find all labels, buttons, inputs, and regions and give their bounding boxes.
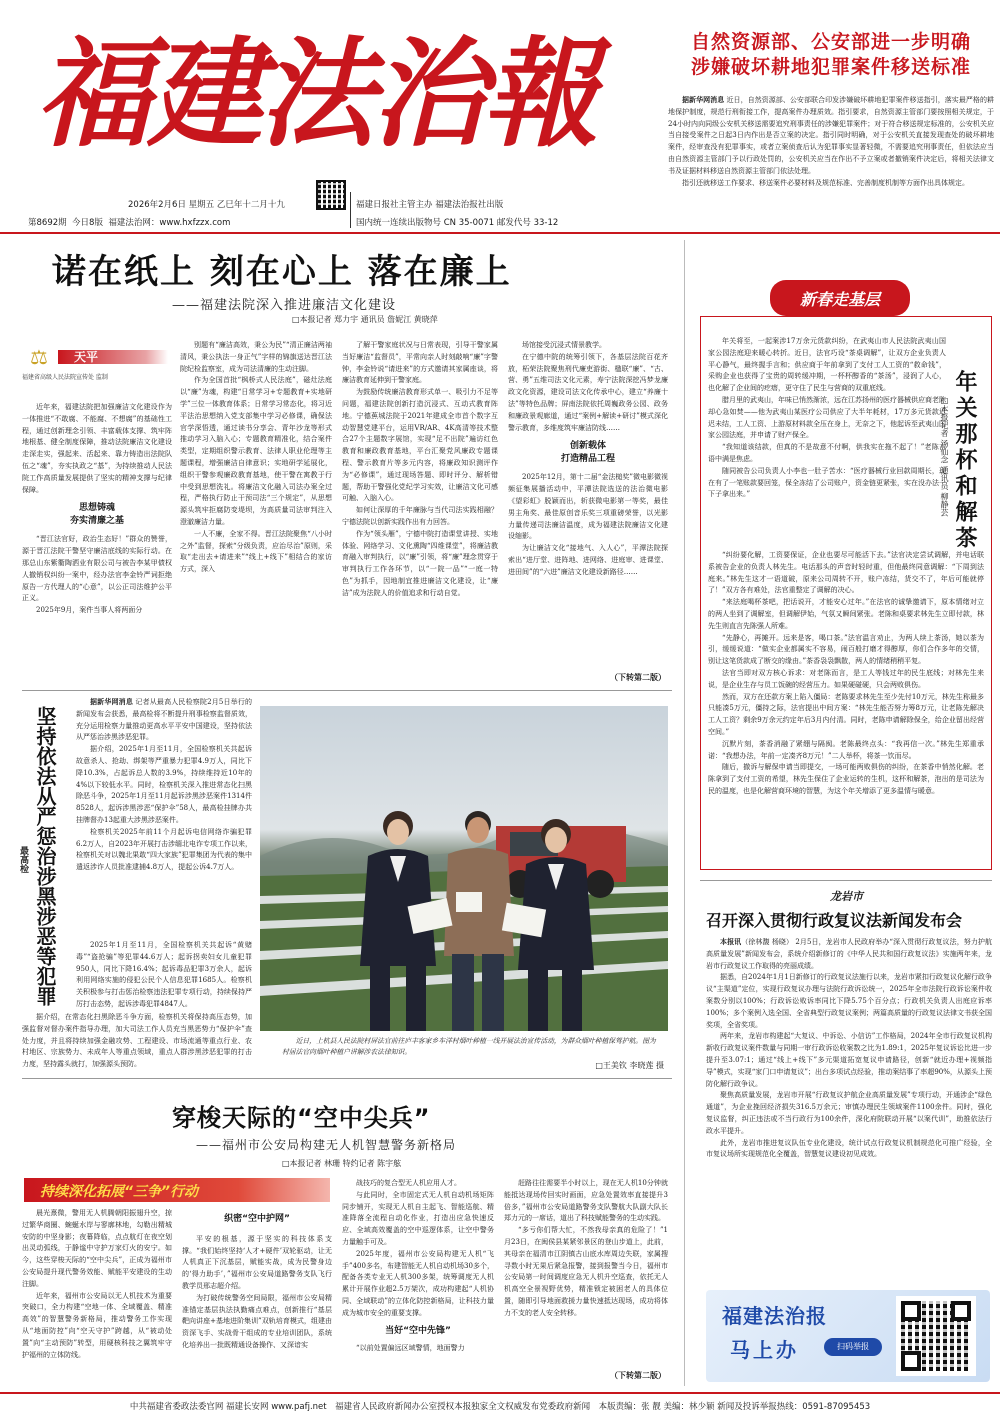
longyan-p2: 据悉，自2024年1月1日新修订的行政复议法施行以来，龙岩市紧扣行政复议化解行政争议“主渠道”定位，实现行政复议办理与法院行政诉讼统一，2025年全市法院行政诉讼案件收案数分别以100%；行政诉讼败诉率同比下降5.75个百分点；行政机关负责人出庭应诉率100%；多个案例入选全国、全省典型行政复议案例；两篇高质量的行政复议法律文书获全国奖项，全省奖项。 xyxy=(706,973,992,1029)
lead-col3-p4: 作为“领头雁”，宁德中院打造课堂讲授、实地体验、网络学习、文化熏陶“四维课堂”，将廉洁教育融入审判执行，以“廉”引领，将“廉”理念贯穿于审判执行工作各环节，以“一院一品”“一庭一特色”为抓手，因地制宜推进廉洁文化建设，让“廉洁”成为法院人的价值追求和行动自觉。 xyxy=(342,529,498,597)
longyan-p4: 聚焦高质量发展，龙岩市开展“行政复议护航企业高质量发展”专项行动，开通涉企“绿色通道”，为企业挽回经济损失316.5万余元；审慎办理民生领域案件1100余件。同时，强化复议监督，纠正违法或不当行政行为100余件，深化府院联动开展“以案代训”，助推依法行政水平提升。 xyxy=(706,1091,992,1135)
sanzheng-banner xyxy=(24,1178,330,1202)
publication-code: 国内统一连续出版物号 CN 35-0071 邮发代号 33-12 xyxy=(356,218,559,228)
lead-col4-p2: 在宁德中院的统筹引领下，各基层法院百花齐放，柘荣法院聚焦刑代廉吏游街、楹联“廉”、“古、营、勇”五维司法文化元素，寿宁法院深挖冯梦龙廉政文化资源，建设司法文化传承中心，建立“养廉十法”等特色品牌；屏南法院依托周巍政务公园、政务和廉政景观廊道，通过“案例+解读+研讨”模式深化警示教育，多维度筑牢廉洁防线…… xyxy=(508,352,668,432)
lead-col4-p3: 2025年12月，第十二届“金法槌奖”微电影微视频征集展播活动中，平潭法院选送的法治微电影《望彩虹》脱颖而出，斩获微电影第一等奖，最佳男主角奖、最佳原创音乐奖三项重磅荣誉，以光影力量传递司法廉洁温度，成为福建法院廉洁文化建设缩影。 xyxy=(508,473,668,541)
longyan-p5: 此外，龙岩市推进复议队伍专业化建设，统计试点行政复议机制规范化可推广经验，全市复议场所实现规范化全覆盖，智慧复议建设初见成效。 xyxy=(706,1138,992,1159)
photo-caption: 近日，上杭县人民法院村屏法官前往庐丰客家乡车洋村烟叶种植一线开展法治宣传活动，为群众烟叶种植保驾护航。图为村居法官向烟叶种植户讲解涉农法律知识。 xyxy=(282,1037,656,1056)
lead-col1-p1: 近年来，福建法院把加强廉洁文化建设作为一体推进“不敢腐、不能腐、不想腐”的基础性工程，通过创新理念引领、丰富载体支撑、筑牢阵地根基、健全制度保障，推动法院廉洁文化建设走深走实，强起来、活起来、靠力铸造出法院队伍之“魂”，夯实执政之“基”，为持续推动人民法院工作高质量发展提供了坚实的精神支撑与纪律保障。 xyxy=(22,403,172,494)
promo-line-2: 马上办 xyxy=(730,1338,799,1362)
news-photo xyxy=(260,706,668,1031)
tianping-tag-desc: 福建省高级人民法院宣传处 监制 xyxy=(22,374,108,381)
masthead-divider xyxy=(350,192,351,228)
photo-story-headline: 坚持依法从严惩治涉黑涉恶等犯罪 xyxy=(33,706,57,1006)
photo-story-p1: 记者从最高人民检察院2月5日举行的新闻发布会获悉，最高检将不断提升刑事检察监督质效，充分运用检察力量推动更高水平平安中国建设，坚持依法从严惩治涉黑涉恶犯罪。 xyxy=(76,698,252,742)
side-p8: 法官当即对双方核心诉求：对老陈而言，是工人等钱过年的民生底线；对林先生来说，是企业生存与员工饭碗的经营压力。如果硬碰硬，只会两败俱伤。 xyxy=(708,668,984,689)
side-p9: 然而，双方在还款方案上陷入僵局：老陈要求林先生至少先付10万元，林先生称最多只能凑5万元，僵持之际，法官提出中间方案：“林先生能否努力筹8万元，让老陈先解决工人工资？剩余9万余元约定年后3月内付清。同时，老陈申请解除保全，给企业留出经营空间。” xyxy=(708,692,984,736)
lead-col2-p1: 别题有“廉洁高效，秉公为民”“清正廉洁两袖清风，秉公执法一身正气”字样的锦旗送达晋江法院纪检监察室，成为司法清廉的生动注脚。 xyxy=(180,341,332,373)
longyan-p3: 两年来，龙岩市构建起“大复议、中诉讼、小信访”工作格局，2024年全市行政复议机构新收行政复议案件数量与同期一审行政诉讼收案数之比为1.89:1，2025年复议诉讼比进一步提升至3.07:1；通过“线上+线下”多元渠道拓宽复议申请路径，创新“就近办理+视频指导”模式，实现“家门口申请复议”；出台多项试点经验，推动案结事了率超90%，从源头上预防化解行政争议。 xyxy=(706,1032,992,1088)
lead-headline: 诺在纸上 刻在心上 落在廉上 xyxy=(52,252,512,292)
lead-col-1 xyxy=(22,402,172,688)
promo-line-1: 福建法治报 xyxy=(722,1304,827,1328)
photo-story-p4: 2025年1月至11月，全国检察机关共起诉“黄赌毒”“盗抢骗”等犯罪44.6万人；起诉拐卖妇女儿童犯罪950人，同比下降16.4%；起诉毒品犯罪3万余人，起诉利用网络实施的侵犯公民个人信息犯罪1685人。检察机关积极参与打击惩治检察违法犯罪专项行动，持续保持严厉打击态势，起诉涉毒犯罪4847人。 xyxy=(76,941,252,1008)
side-p11: 随后，撤诉与解保申请当即提交，一场可能两败俱伤的纠纷，在茶香中悄然化解。老陈拿到了支付工资的希望，林先生保住了企业运转的生机，这杯和解茶，泡出的是司法为民的温度，也是化解营商环境的智慧，为这个年关增添了更多温情与暖意。 xyxy=(708,763,984,795)
newspaper-logo: 福建法治報 xyxy=(35,24,595,163)
side-story-body-top xyxy=(708,336,946,550)
lead-col1-subhead: 思想铸魂 夯实清廉之基 xyxy=(69,503,124,527)
tianping-tag xyxy=(22,344,170,384)
photo-story-p5: 据介绍，在常态化扫黑除恶斗争方面，检察机关将保持高压态势，加强监督对督办案件指导办理，加大司法工作人员充当黑恶势力“保护伞”查处力度，并且将持续加强金融攻势、工程建设、市场流通等重点行业、农村地区、宗族势力、未成年人等重点领域，重点人群涉黑涉恶犯罪的打击力度，坚持露头就打，加强源头预防。 xyxy=(22,1013,252,1069)
drone-c2-p2: 为打破传统警务空间局限，福州市公安局精准锚定基层执法执勤痛点难点，创新推行“基层靶向讲座+基地进阶集训”双轨培育模式，组建由资深飞手、实战骨干组成的专业培训团队，系统化培养出一批既精通设备操作、又深谙实 xyxy=(182,1293,332,1349)
masthead-qr-overlay xyxy=(318,182,344,208)
lead-subhead: ——福建法院深入推进廉洁文化建设 xyxy=(172,298,397,313)
photo-story-text-wide xyxy=(22,1012,252,1074)
lead-col3-p3: 如何让深厚的千年廉脉与当代司法实践相融？宁德法院以创新实践作出有力回答。 xyxy=(342,506,498,526)
top-right-body-text: 近日，自然资源部、公安部联合印发涉嫌破坏耕地犯罪案件移送指引，落实最严格的耕地保护制度，规范行刑衔接工作，提高案件办理质效。指引要求，自然资源主管部门要按照相关规定，于24小时内向同级公安机关移送需要追究刑事责任的涉嫌犯罪案件；对于符合移送规定标准的，公安机关应当自接受案件之日起3日内作出是否立案的决定。指引同时明确，对于公安机关直接发现查处的破坏耕地案件，经审查没有犯罪事实，或者立案侦查后认为犯罪事实显著轻微，不需要追究刑事责任，但依法应当由自然资源主管部门予以行政处罚的，公安机关应当在作出不予立案或者撤销案件决定后，将相关法律文书及证据材料移送自然资源主管部门依法处理。 xyxy=(668,96,994,175)
drone-continued[interactable]: （下转第二版） xyxy=(610,1371,666,1380)
side-p2: 腊月里的武夷山，年味已悄然渐浓，远在江苏扬州的医疗器械供应商老陈却心急如焚——他为武夷山某医疗公司供应了大半年耗材，17万多元货款迟迟未结，工人工资、上游原材料款全压在身上，无奈之下，他起诉至武夷山国家公园法庭，并申请了财产保全。 xyxy=(708,395,946,440)
drone-c4-p1: 赶路往往需要半小时以上，现在无人机10分钟就能抵达现场传回实时画面，应急处置效率直接提升3倍多，”福州市公安局道路警务支队警航大队副大队长郑力元的一席话，道出了科技赋能警务的生动实践。 xyxy=(504,1179,668,1223)
drone-c3-p1: 战技巧的复合型无人机应用人才。 xyxy=(356,1179,461,1187)
lead-bottom-rule xyxy=(22,690,672,691)
xinchun-tag-label: 新春走基层 xyxy=(799,290,880,309)
top-right-body-2: 指引还就移送工作要求、移送案件必要材料及规范标准、完善制度机制等方面作出具体规定。 xyxy=(682,178,969,187)
drone-headline: 穿梭天际的“空中尖兵” xyxy=(172,1104,431,1132)
page-count: 今日8版 xyxy=(72,218,103,228)
drone-c2-p1: 平安的根基，源于坚实的科技体系支撑。“我们始终坚持‘人才+硬件’双轮驱动，让无人机真正下沉基层，赋能实战，成为民警身边的‘得力助手’，”福州市公安局道路警务支队飞行教学员邢志超介绍。 xyxy=(182,1234,332,1290)
side-p10: 沉默片刻，茶香消融了紧绷与隔阂。老陈最终点头：“我再信一次。”林先生郑重承诺：“我想办法，年前一定凑齐8万元！”二人举杯，将茶一饮而尽。 xyxy=(708,739,984,760)
photo-story xyxy=(18,696,672,1076)
side-byline: □本报记者 汤仙念 通讯员 柳静芸 xyxy=(940,396,949,517)
top-right-story xyxy=(668,30,994,230)
lead-story xyxy=(22,240,672,688)
lead-col-4 xyxy=(508,340,668,670)
drone-col-4 xyxy=(504,1178,668,1368)
top-right-body xyxy=(668,94,994,234)
drone-c3-subhead: 当好“空中先锋” xyxy=(385,1325,451,1336)
drone-c3-p2: 与此同时，全市固定式无人机自动机场矩阵同步铺开，实现无人机自主起飞、智能巡航、精准降落全流程自动化作业，打造出应急快速反应、全域高效覆盖的空中巡逻体系，让空中警务力量触手可及。 xyxy=(342,1190,494,1246)
lead-byline: □本报记者 郑力宇 通讯员 詹妮江 黄晓萍 xyxy=(292,315,438,324)
promo-scan-button[interactable] xyxy=(824,1338,882,1356)
drone-col-2 xyxy=(182,1208,332,1384)
side-p7: “先静心，再摊开。远来是客，喝口茶。”法官温言劝止，为两人续上茶汤，她以茶为引，缓缓说道：“做实企业都属实不容易，闹百般打磨才得醇厚，你们合作多年的交情，别让这笔货款成了断交的缘由。”茶香袅袅飘散，两人的情绪稍稍平复。 xyxy=(708,633,984,666)
lead-col2-p3: 一人不廉，全家不得。晋江法院聚焦“八小时之外”监督，探索“分级负责，应治尽治”原则，采取“走出去+请进来”“线上+线下”相结合的家访方式，深入 xyxy=(180,529,332,574)
photo-story-p3: 检察机关2025年前11个月起诉电信网络诈骗犯罪6.2万人，自2023年开展打击涉缅北电诈专项工作以来，检察机关对以魏北果敢“四大家族”犯罪集团为代表的集中遣返涉诈人员批准逮捕4.8万人，提起公诉4.7万人。 xyxy=(76,827,252,872)
longyan-body xyxy=(706,936,992,1274)
lead-col1-p2: “晋江法官好，政治生态好！”群众的赞誉，源于晋江法院干警坚守廉洁底线的实际行动。在那总山东紫衢陶洒业有限公司与被告李某甲债权人撤销权纠纷一案中，经办法官李金铃严词拒绝原告一方代理人的“心意”，以公正司法维护公平正义。 xyxy=(22,535,172,603)
longyan-top-rule xyxy=(700,880,992,881)
drone-c4-p2: “多亏你们帮大忙，不然我母亲真的危险了！”1月23日，在闽侯县某紧邻景区的登山步道上，此前，其母亲在福清市江阴镇古山底水库周边失联，家属搜寻数小时无果后紧急报警，接到报警当今日，福州市公安局第一时间调度应急无人机升空巡查，依托无人机高空全景视野优势，精准锁定被困老人的具体位置，随即引导地面救援力量快速抵达现场，成功将体力不支的老人安全转移。 xyxy=(504,1226,668,1317)
photo-scene xyxy=(260,706,668,1031)
longyan-story xyxy=(700,880,992,1276)
photo-story-text-top xyxy=(76,696,252,940)
publisher-info: 福建日报社主管主办 福建法治报社出版 xyxy=(356,200,504,210)
issue-date: 2026年2月6日 星期五 乙巳年十二月十九 xyxy=(128,200,285,210)
lead-col4-subhead: 创新载体 打造精品工程 xyxy=(560,441,615,465)
side-headline: 年关那杯和解茶 xyxy=(952,370,977,552)
drone-byline: □本报记者 林珊 特约记者 陈宇舷 xyxy=(282,1159,402,1168)
issue-number: 第8692期 xyxy=(28,218,67,228)
masthead-info-left xyxy=(28,196,318,232)
lead-col3-p2: 为鼓励传统廉洁教育形式单一、吸引力不足等问题，福建法院创新打造沉浸式、互动式教育阵地。宁德蕉城法院于2021年建成全市首个数字互动智慧党建平台，运用VR/AR、4K高清等技术整合27个主题数字展馆，实现“足不出院”遍访红色教育和廉政教育基地，平台汇聚党风廉政专题课程、警示教育片等多元内容，将廉政知识测评作为“必修课”，通过现场答题、即时评分、解析错题，帮助干警强化党纪学习实效，让廉洁文化可感可触、入脑入心。 xyxy=(342,388,498,503)
drone-c2-subhead: 织密“空中护网” xyxy=(224,1214,290,1224)
top-right-lead: 据新华网消息 xyxy=(682,95,725,104)
promo-qr-code[interactable] xyxy=(896,1296,976,1376)
lead-col1-p3: 2025年9月，案件当事人将两面分 xyxy=(36,606,143,615)
longyan-byline-2: （徐林馥 杨晓） xyxy=(741,938,794,946)
side-p4: 随同被告公司负责人小李也一肚子苦水：“医疗器械行业回款周期长，现在有了一笔账款要回笼，保全冻结了公司账户，资金链更紧张，实在没办法一下子拿出来。” xyxy=(708,466,946,499)
photo-bottom-rule xyxy=(22,1078,672,1079)
footer-rule xyxy=(0,1392,1000,1394)
side-p6: “来法庭喝杯茶吧，把话说开，才能安心过年。”在法官的诚挚邀请下，原本情绪对立的两人坐到了调解室，但调解伊始，气氛又瞬间紧张。老陈和桌要求林先生立即付款，林先生则直言先陈强人所难。 xyxy=(708,598,984,630)
masthead-rule xyxy=(0,232,1000,234)
sanzheng-banner-label: 持续深化拓展“三争”行动 xyxy=(40,1184,199,1200)
longyan-headline: 召开深入贯彻行政复议法新闻发布会 xyxy=(706,911,963,930)
tianping-tag-label: 天平 xyxy=(74,350,99,364)
side-p3: “我知道该结款，但真的不是故意不付啊，供我实在拖不起了！”老陈吉语中满是焦虑。 xyxy=(708,443,946,463)
promo-qr-pattern xyxy=(901,1301,971,1371)
masthead-info-right xyxy=(356,196,656,232)
photo-credit: □王美钦 李晓莲 摄 xyxy=(595,1061,664,1070)
longyan-place: 龙岩市 xyxy=(830,890,863,903)
lead-col3-p1: 了解干警家庭状况与日常表现，引导干警家属当好廉洁“监督员”，平常向亲人时刻敲响“廉”字警钟，李金铃说“请进来”的方式邀请其家属座谈，将廉洁教育延伸到干警家庭。 xyxy=(342,341,498,385)
top-right-headline-1: 自然资源部、公安部进一步明确 xyxy=(690,31,971,53)
scales-icon: ⚖ xyxy=(30,345,48,369)
promo-box[interactable] xyxy=(706,1290,990,1382)
xinchun-tag xyxy=(770,280,910,316)
side-story-body-bottom xyxy=(708,550,984,862)
lead-col-2 xyxy=(180,340,332,688)
photo-story-source: 最高检 xyxy=(18,846,28,873)
top-right-headline-2: 涉嫌破坏耕地犯罪案件移送标准 xyxy=(690,56,971,78)
drone-c3-p4: “以前处置偏远区域警情，地面警力 xyxy=(356,1344,465,1353)
drone-col-3 xyxy=(342,1178,494,1384)
lead-col4-p4: 为让廉洁文化“接地气、入人心”，平潭法院探索出“进厅堂、进阵地、进网络、进庭审、进课堂、进田间”的“六进”廉洁文化建设新路径…… xyxy=(508,544,668,576)
lead-continued[interactable]: （下转第二版） xyxy=(610,673,666,682)
longyan-p1: 2月5日，龙岩市人民政府举办“深入贯彻行政复议法，努力护航高质量发展”新闻发布会，系统介绍新修订的《中华人民共和国行政复议法》实施两年来，龙岩市行政复议工作取得的亮丽成绩。 xyxy=(706,938,992,970)
promo-scan-label: 扫码举报 xyxy=(837,1342,869,1351)
photo-story-lead: 据新华网消息 xyxy=(90,697,134,706)
lead-col2-p2: 作为全国首批“枫桥式人民法庭”，磁灶法庭以“廉”为魂，构建“日常学习+专题教育+实地研学”三位一体教育体系；日常学习常态化，将习近平法治思想纳入党支部集中学习必修课，确保法官学深悟透，通过读书分享会、青年沙龙等形式推动学习入脑入心；专题教育精准化，结合案件类型，定期组织警示教育、法律人职业伦理等主题课程，增强廉洁自律意识；实地研学延展化，组织干警参观廉政教育基地，使干警在寓教于行中受到思想洗礼。将廉洁文化融入司法办案全过程，严格执行防止干预司法“三个规定”，从思想源头筑牢拒腐防变堤坝，为高质量司法审判注入澄澈廉洁力量。 xyxy=(180,376,332,526)
photo-story-p2: 据介绍，2025年1月至11月，全国检察机关共起诉故意杀人、抢劫、绑架等严重暴力犯罪4.9万人，同比下降10.3%，占起诉总人数的3.9%，持续维持近10年的4%以下较低水平。同时，检察机关深入推进常态化扫黑除恶斗争，2025年1月至11月起诉涉黑涉恶案件1314件8528人，起诉涉黑涉恶“保护伞”58人，最高检挂牌办共挂牌督办13起重大涉黑涉恶案件。 xyxy=(76,745,252,824)
lead-col4-p1: 场馆接受沉浸式情景教学。 xyxy=(522,341,606,349)
drone-c1-p2: 近年来，福州市公安局以无人机技术为重要突破口，全力构建“空地一体、全域覆盖、精准高效”的智慧警务新格局，推动警务工作实现从“地面防控”向“空天守护”跨越，从“被动处置”向“主动预防”转型，用硬核科技之翼筑牢守护福州的立体防线。 xyxy=(22,1291,172,1359)
side-story xyxy=(700,280,992,870)
drone-col-1 xyxy=(22,1208,172,1384)
column-divider xyxy=(684,240,685,1386)
lead-col-3 xyxy=(342,340,498,688)
masthead xyxy=(0,0,660,232)
drone-subhead: ——福州市公安局构建无人机智慧警务新格局 xyxy=(196,1138,457,1152)
drone-c1-p1: 晨光熹微，警用无人机腾朝阳振翅升空，掠过繁华商圈、蜿蜒水岸与寥廓林地，勾勒出精城安防的中坚身影；夜幕降临，点点航灯在夜空划出灵动弧线，于静谧中守护万家灯火的安宁。如今，这些穿梭天际的“空中尖兵”，正成为福州市公安局提升现代警务效能、赋能平安建设的生动注脚。 xyxy=(22,1209,172,1288)
website-link[interactable]: 福建法治网：www.hxfzzx.com xyxy=(108,218,231,228)
drone-story xyxy=(22,1084,672,1384)
footer-text: 中共福建省委政法委官网 福建长安网 www.pafj.net 福建省人民政府新闻办公室授权本报独家全文权威发布党委政府新闻 本版责编：张 靓 美编：林少颖 新闻及投诉举报热线：0591-87095453 xyxy=(129,1402,871,1412)
drone-c3-p3: 2025年度，福州市公安局构建无人机“飞手”400多名，布建智能无人机自动机场30多个，配备各类专业无人机300多架，统筹调度无人机累计开展作业超2.5万架次，成功构建起“人机协同、全域联动”的立体化防控新格局，让科技力量成为城市安全的重要支撑。 xyxy=(342,1249,494,1317)
side-p1: 年关将至，一起案涉17万余元货款纠纷，在武夷山市人民法院武夷山国家公园法庭迎来暖心转折。近日，法官巧设“茶桌调解”，让双方企业负责人平心静气，最终握手言和；供应商于年前拿到了支付工人工资的“救命钱”，采购企业也获得了宝贵的周转缓冲期，一杯杯醇香的“茶汤”，浸润了人心，也化解了企业间的疙瘩，更守住了民生与营商的双重底线。 xyxy=(708,337,946,393)
side-p5: “纠纷要化解，工资要保证，企业也要尽可能活下去。”法官决定尝试调解，并电话联系被告企业的负责人林先生。电话那头的声音时轻时重，但他最终同意调解：“下周到法庭来。”林先生这才一语道破，原来公司周转不开，账户冻结，货交不了，年后可能就停了！”双方各有难处，法官重整定了调解的决心。 xyxy=(708,551,984,595)
longyan-byline: 本报讯 xyxy=(720,937,742,946)
